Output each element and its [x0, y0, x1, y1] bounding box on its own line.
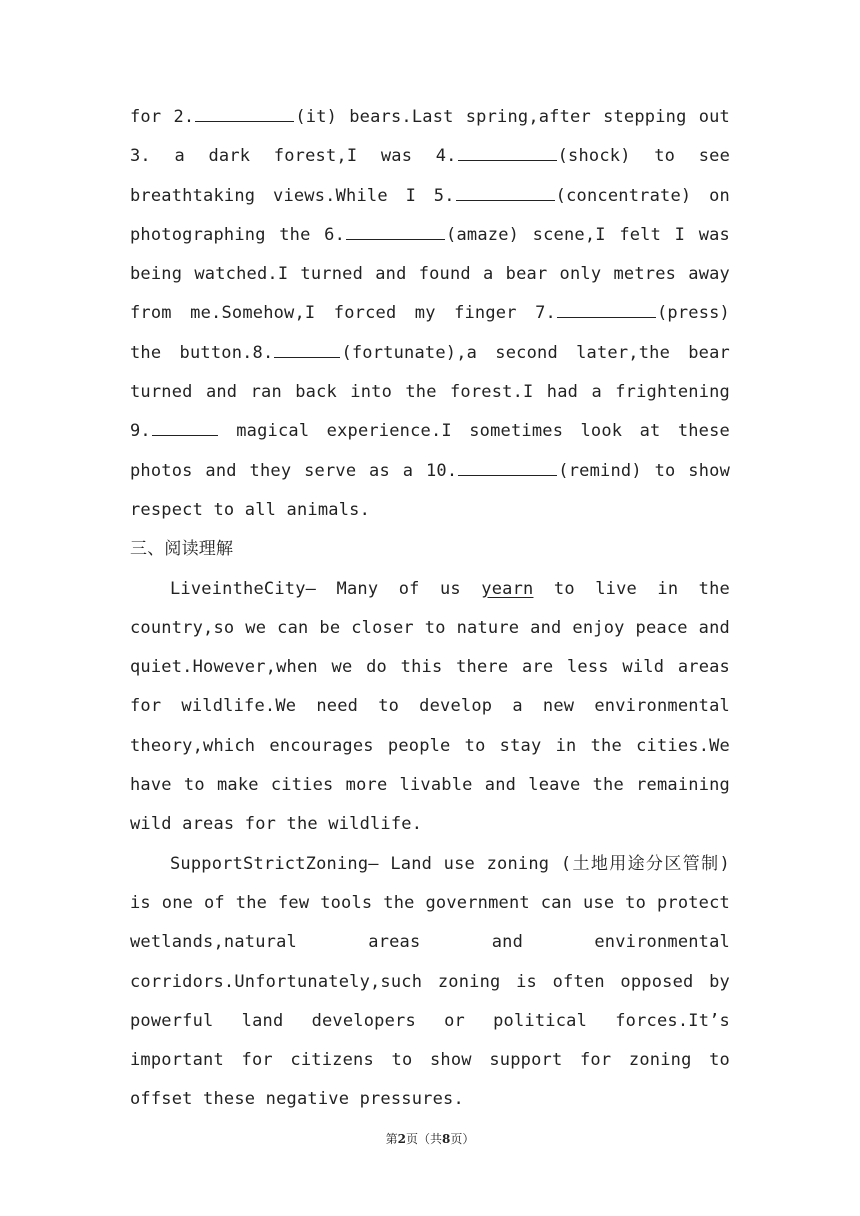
- footer-total-pages: 8: [442, 1132, 451, 1146]
- section-heading: 三、阅读理解: [130, 539, 234, 560]
- blank-7: [557, 301, 656, 318]
- document-page: [130, 98, 730, 1120]
- cloze-text: (shock) to see breathtaking views.While I 5.: [130, 146, 731, 206]
- cloze-text: for 2.: [130, 107, 195, 127]
- blank-4: [458, 144, 557, 161]
- paragraph-rest: to live in the country,so we can be closer to nature and enjoy peace and quiet.However,when we do this there are less wild areas for wildlife.We need to develop a new environmental theory,which encourages people to stay in the cities.We have to make cities more livable and leave the remaining wild areas for the wildlife.: [130, 578, 730, 835]
- cloze-passage: [130, 98, 730, 530]
- cloze-text: (concentrate) on photographing the 6.: [130, 185, 730, 245]
- reading-paragraph-b: SupportStrictZoning— Land use zoning (土地用途分区管制) is one of the few tools the government can use to protect wetlands,natural areas and environmental corridors.Unfortunately,such zoning is often opposed by powerful land developers or political forces.It’s important for citizens to show support for zoning to offset these negative pressures.: [130, 853, 730, 1110]
- cloze-text: a dark forest,I was 4.: [174, 146, 457, 167]
- cloze-text: (it) bears.Last spring,after stepping out 3.: [130, 107, 730, 167]
- blank-5: [456, 184, 555, 201]
- blank-9: [152, 419, 218, 436]
- cloze-text: magical experience.I sometimes look at these photos and they serve as a 10.: [130, 421, 730, 481]
- footer-prefix: 第: [385, 1132, 398, 1146]
- cloze-text: (press) the button.8.: [130, 303, 730, 363]
- blank-2: [195, 105, 294, 122]
- footer-page-number: 2: [397, 1132, 406, 1146]
- underlined-word: yearn: [481, 578, 534, 599]
- footer-middle: 页（共: [405, 1132, 442, 1146]
- cloze-text: (amaze) scene,I felt I was being watched.I turned and found a bear only metres away from me.Somehow,I forced my finger 7.: [130, 224, 730, 324]
- footer-suffix: 页）: [450, 1132, 475, 1146]
- reading-paragraph-a: [130, 570, 730, 845]
- blank-10: [458, 459, 557, 476]
- blank-6: [346, 223, 445, 240]
- blank-8: [274, 341, 340, 358]
- cloze-text: (remind) to show respect to all animals.: [130, 460, 731, 520]
- page-footer: [0, 1130, 860, 1147]
- paragraph-lead: LiveintheCity— Many of us: [170, 578, 482, 599]
- cloze-text: (fortunate),a second later,the bear turned and ran back into the forest.I had a frightening 9.: [130, 342, 730, 442]
